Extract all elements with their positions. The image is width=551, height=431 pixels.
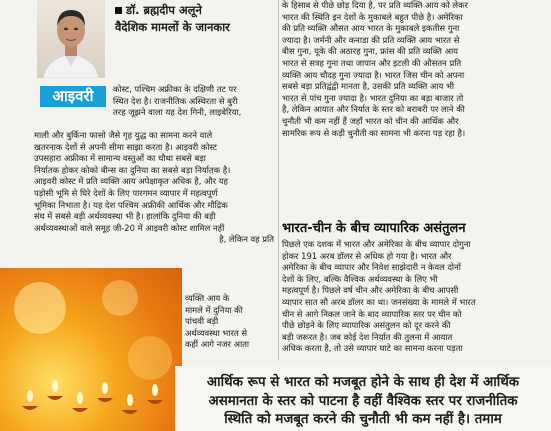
text-line: होकर 191 अरब डॉलर से अधिक हो गया है। भारत और bbox=[282, 250, 452, 261]
text-line: महत्वपूर्ण है। पिछले वर्ष चीन और अमेरिका के बीच आपसी bbox=[282, 285, 459, 296]
text-line: सबसे बड़ा प्रतिद्वंद्वी मानता है, उसकी प्रति व्यक्ति आय भी bbox=[282, 81, 455, 92]
pull-quote-line: आर्थिक रूप से भारत को मजबूत होने के साथ ही देश में आर्थिक bbox=[206, 375, 520, 390]
author-designation: वैदेशिक मामलों के जानकार bbox=[115, 20, 230, 34]
section-subheading: भारत-चीन के बीच व्यापारिक असंतुलन bbox=[282, 221, 466, 236]
text-line: बीस गुना, यूके की अठारह गुना, फ्रांस की प्रति व्यक्ति आय bbox=[282, 46, 458, 57]
diya-lamps-illustration bbox=[0, 268, 182, 431]
section-tag: आइवरी bbox=[40, 86, 106, 107]
text-line: भारत की स्थिति इन देशों के मुकाबले बहुत पीछे है। अमेरिका bbox=[282, 11, 463, 22]
pull-quote-line: स्थिति को मजबूत करने की चुनौती भी कम नहीं है। तमाम bbox=[224, 412, 502, 427]
article-text-left-main bbox=[34, 130, 274, 246]
text-line: सामरिक रूप से कड़ी चुनौती का सामना भी करना पड़ रहा है। bbox=[282, 127, 466, 138]
article-text-left-top bbox=[113, 84, 273, 119]
author-portrait bbox=[37, 0, 105, 78]
text-line: आइवरी कोस्ट में प्रति व्यक्ति आय अपेक्षाकृत अधिक है, और यह bbox=[34, 176, 229, 187]
text-line: कोस्ट, पश्चिम अफ्रीका के दक्षिणी तट पर bbox=[113, 84, 237, 94]
text-line: निर्यातक होकर कोको बीन्स का दुनिया का सबसे बड़ा निर्यातक है। bbox=[34, 164, 231, 175]
text-line: देशों के लिए, बल्कि वैश्विक अर्थव्यवस्था के लिए भी bbox=[282, 273, 438, 284]
text-line: व्यक्ति आय चौदह गुना ज्यादा है। भारत जिस चीन को अपना bbox=[282, 69, 465, 80]
text-line: की प्रति व्यक्ति औसत आय भारत के मुकाबले इकतीस गुना bbox=[282, 23, 460, 34]
author-name: डॉ. ब्रह्मदीप अलूने bbox=[126, 3, 202, 17]
text-line: अर्थव्यवस्था भारत से bbox=[185, 327, 247, 338]
text-line: पीछे छोड़ने के लिए व्यापारिक असंतुलन को दूर करने की bbox=[282, 320, 451, 331]
text-line: अधिक करता है, तो उसे व्यापार घाटे का सामना करना पड़ता bbox=[282, 343, 463, 354]
text-line: उपसहारा अफ्रीका में सामान्य वस्तुओं का चौथा सबसे बड़ा bbox=[34, 153, 206, 164]
text-line: अर्थव्यवस्थाओं वाले समूह जी-20 में आइवरी कोस्ट शामिल नहीं bbox=[34, 222, 225, 233]
text-line: तरह जूझने वाला यह देश गिनी, लाइबेरिया, bbox=[113, 107, 242, 118]
text-line: व्यापार सात सौ अरब डॉलर का था। जनसंख्या के मामले में भारत bbox=[282, 296, 476, 307]
bullet-square-icon bbox=[115, 7, 122, 14]
text-line: पड़ोसी भूमि से घिरे देशों के लिए पारगमन व्यापार में महत्वपूर्ण bbox=[34, 187, 218, 198]
text-line: संघ में सबसे बड़ी अर्थव्यवस्था भी है। हालांकि दुनिया की बड़ी bbox=[34, 211, 216, 222]
text-line: कहीं आगे नजर आता bbox=[185, 339, 250, 350]
pull-quote bbox=[178, 374, 548, 430]
pull-quote-line: असमानता के स्तर को पाटना है वहीं वैश्विक स्तर पर राजनीतिक bbox=[208, 393, 518, 409]
text-line: है, लेकिन वह प्रति bbox=[219, 234, 274, 245]
text-line: पांचवी बड़ी bbox=[185, 316, 219, 327]
text-line: भारत से सत्रह गुना तथा जापान और इटली की औसतन प्रति bbox=[282, 57, 462, 68]
text-line: चुनौती भी कम नहीं हैं जहाँ भारत को चीन की आर्थिक और bbox=[282, 115, 459, 126]
text-line: पिछले एक दशक में भारत और अमेरिका के बीच व्यापार दोगुना bbox=[282, 239, 471, 249]
text-line: चीन से आगे निकल जाने के बाद व्यापारिक स्तर पर चीन को bbox=[282, 308, 462, 319]
article-text-right-main bbox=[282, 239, 547, 355]
text-line: व्यक्ति आय के bbox=[185, 293, 230, 303]
text-line: खतरनाक देशों से अपनी सीमा साझा करता है। आइवरी कोस्ट bbox=[34, 141, 217, 152]
text-line: मामले में दुनिया की bbox=[185, 304, 243, 315]
column-divider bbox=[278, 0, 279, 360]
text-line: माली और बुर्किना फासो जैसे गृह युद्ध का सामना करने वाले bbox=[34, 130, 213, 140]
article-text-right-top bbox=[282, 0, 547, 139]
text-line: है, लेकिन आयात और निर्यात के स्तर को बराबरी पर लाने की bbox=[282, 104, 465, 115]
text-line: ज्यादा है। जर्मनी और कनाडा की प्रति व्यक्ति आय भारत से bbox=[282, 34, 460, 45]
text-line: अमेरिका के बीच व्यापार और निवेश साझेदारी न केवल दोनों bbox=[282, 262, 461, 273]
author-byline bbox=[115, 2, 275, 36]
text-line: बड़ी जरूरत है। जब कोई देश निर्यात की तुलना में आयात bbox=[282, 331, 453, 342]
text-line: भारत से पांच गुना ज्यादा है। भारत दुनिया का बड़ा बाजार तो bbox=[282, 92, 464, 103]
text-line: स्थित देश है। राजनीतिक अस्थिरता से बुरी bbox=[113, 95, 238, 106]
decorative-lamps-image bbox=[0, 268, 182, 431]
text-line: के हिसाब से पीछे छोड़ दिया है, पर प्रति व्यक्ति आय को लेकर bbox=[282, 0, 468, 10]
author-photo bbox=[37, 0, 105, 78]
author-name-line bbox=[115, 2, 275, 19]
text-line: भूमिका निभाता है। यह देश पश्चिम अफ्रीकी आर्थिक और मौद्रिक bbox=[34, 199, 228, 210]
article-text-left-narrow bbox=[185, 293, 275, 351]
